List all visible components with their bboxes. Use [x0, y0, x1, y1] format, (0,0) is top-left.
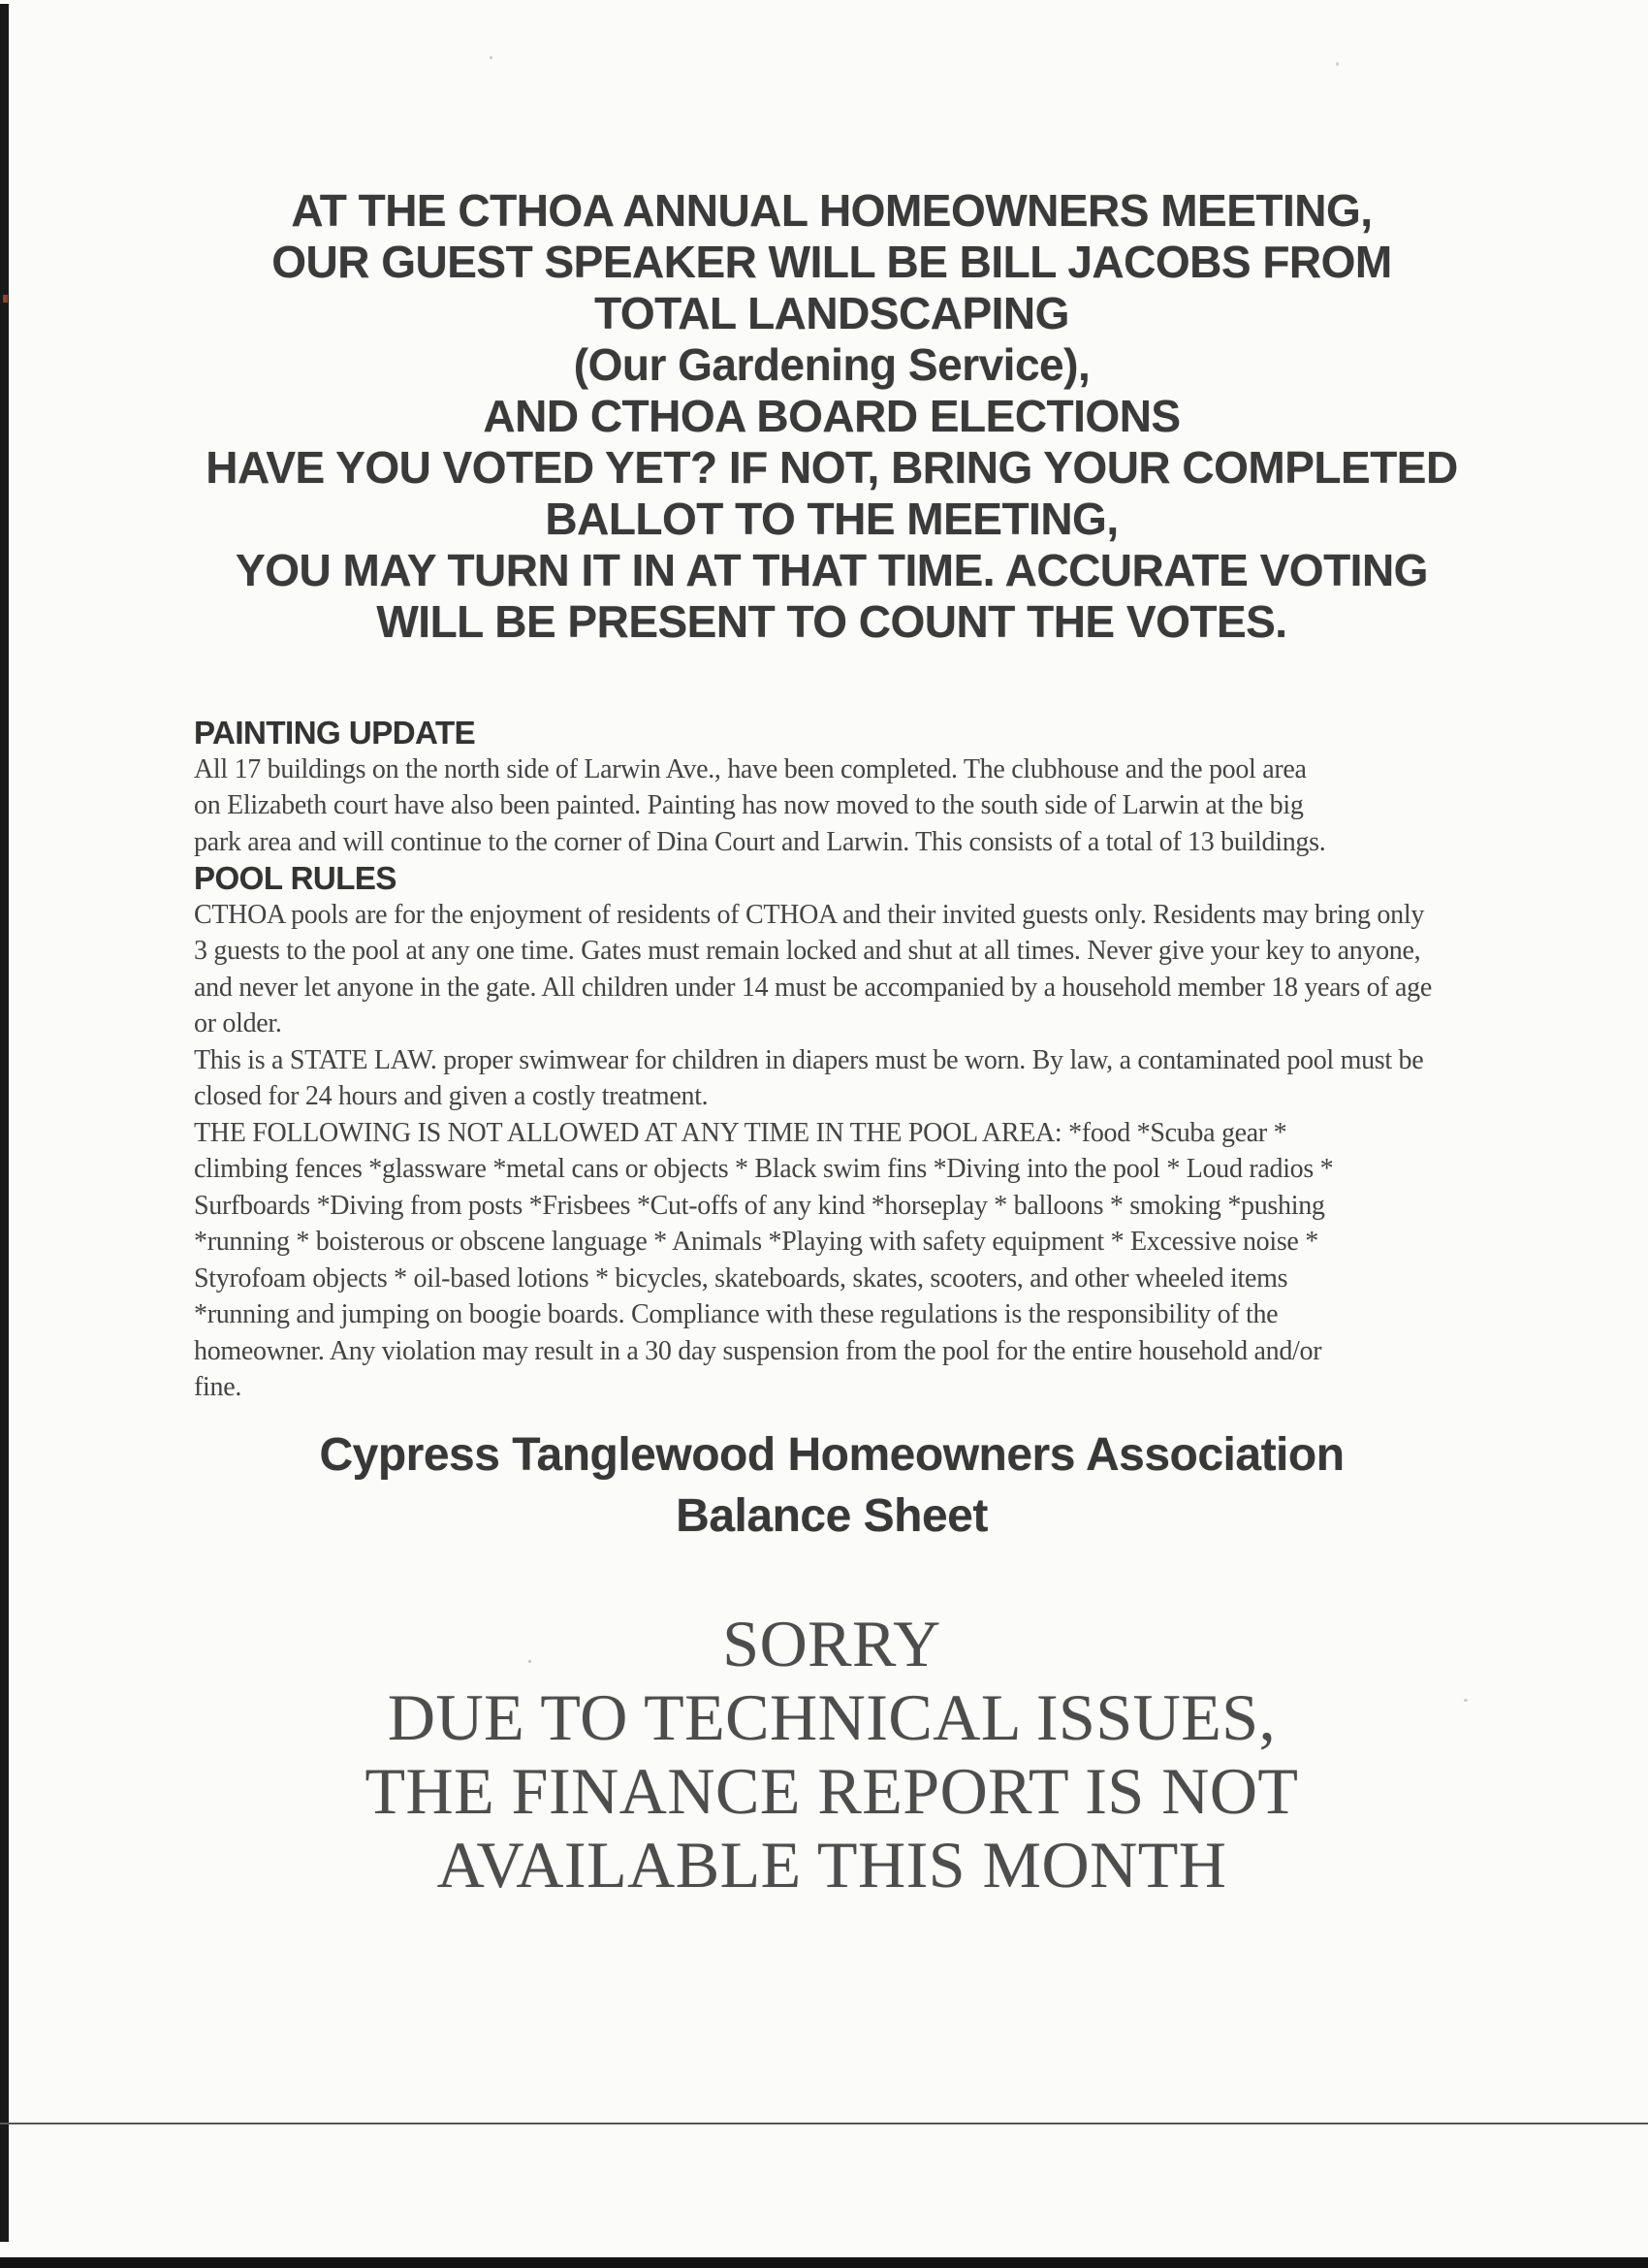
painting-line-3: park area and will continue to the corner of Dina Court and Larwin. This consists of a total of 13 buildings. [194, 826, 1326, 857]
newsletter-body [194, 715, 1609, 1406]
pool-rules-line-14: fine. [194, 1372, 242, 1402]
painting-line-2: on Elizabeth court have also been painted. Painting has now moved to the south side of Larwin at the big [194, 790, 1304, 820]
announcement-line-7: BALLOT TO THE MEETING, [545, 494, 1119, 544]
announcement-line-9: WILL BE PRESENT TO COUNT THE VOTES. [376, 596, 1287, 647]
painting-update-heading: PAINTING UPDATE [194, 715, 476, 751]
pool-rules-line-4: or older. [194, 1008, 282, 1038]
announcement-line-6: HAVE YOU VOTED YET? IF NOT, BRING YOUR COMPLETED [206, 442, 1458, 493]
notice-line-2: DUE TO TECHNICAL ISSUES, [387, 1680, 1277, 1754]
pool-rules-line-8: climbing fences *glassware *metal cans or objects * Black swim fins *Diving into the pool * Loud radios * [194, 1154, 1334, 1184]
finance-report-notice [8, 1607, 1648, 1901]
notice-line-4: AVAILABLE THIS MONTH [436, 1828, 1227, 1901]
pool-rules-line-1: CTHOA pools are for the enjoyment of residents of CTHOA and their invited guests only. Residents may bring only [194, 899, 1425, 930]
balance-sheet-title [8, 1424, 1648, 1547]
pool-rules-heading: POOL RULES [194, 860, 396, 896]
announcement-line-2: OUR GUEST SPEAKER WILL BE BILL JACOBS FROM [271, 237, 1392, 287]
painting-line-1: All 17 buildings on the north side of Larwin Ave., have been completed. The clubhouse and the pool area [194, 753, 1307, 784]
notice-line-1: SORRY [722, 1607, 941, 1680]
announcement-line-4: (Our Gardening Service), [573, 339, 1091, 390]
pool-rules-line-5: This is a STATE LAW. proper swimwear for children in diapers must be worn. By law, a contaminated pool must be [194, 1044, 1424, 1075]
pool-rules-line-7: THE FOLLOWING IS NOT ALLOWED AT ANY TIME IN THE POOL AREA: *food *Scuba gear * [194, 1117, 1287, 1148]
pool-rules-line-10: *running * boisterous or obscene language * Animals *Playing with safety equipment * Excessive noise * [194, 1227, 1318, 1257]
announcement-line-3: TOTAL LANDSCAPING [594, 288, 1069, 338]
pool-rules-line-13: homeowner. Any violation may result in a 30 day suspension from the pool for the entire household and/or [194, 1335, 1322, 1366]
pool-rules-line-12: *running and jumping on boogie boards. Compliance with these regulations is the responsibility of the [194, 1299, 1279, 1329]
pool-rules-line-2: 3 guests to the pool at any one time. Gates must remain locked and shut at all times. Never give your key to anyone, [194, 936, 1421, 966]
announcement-line-1: AT THE CTHOA ANNUAL HOMEOWNERS MEETING, [291, 185, 1373, 236]
balance-sheet-title-line-2: Balance Sheet [676, 1490, 988, 1542]
pool-rules-line-6: closed for 24 hours and given a costly treatment. [194, 1081, 709, 1111]
bottom-edge-scan-band [0, 2257, 1648, 2268]
scan-speck [490, 56, 492, 59]
announcement-line-5: AND CTHOA BOARD ELECTIONS [483, 391, 1181, 441]
notice-line-3: THE FINANCE REPORT IS NOT [364, 1754, 1299, 1828]
bottom-scan-line [0, 2123, 1648, 2124]
scan-speck [1336, 62, 1339, 66]
meeting-announcement [8, 185, 1648, 648]
balance-sheet-title-line-1: Cypress Tanglewood Homeowners Association [319, 1429, 1345, 1481]
announcement-line-8: YOU MAY TURN IT IN AT THAT TIME. ACCURATE VOTING [236, 545, 1428, 595]
pool-rules-line-3: and never let anyone in the gate. All children under 14 must be accompanied by a household member 18 years of age [194, 972, 1433, 1003]
pool-rules-line-9: Surfboards *Diving from posts *Frisbees *Cut-offs of any kind *horseplay * balloons * smoking *pushing [194, 1190, 1325, 1221]
pool-rules-line-11: Styrofoam objects * oil-based lotions * bicycles, skateboards, skates, scooters, and other wheeled items [194, 1262, 1288, 1294]
